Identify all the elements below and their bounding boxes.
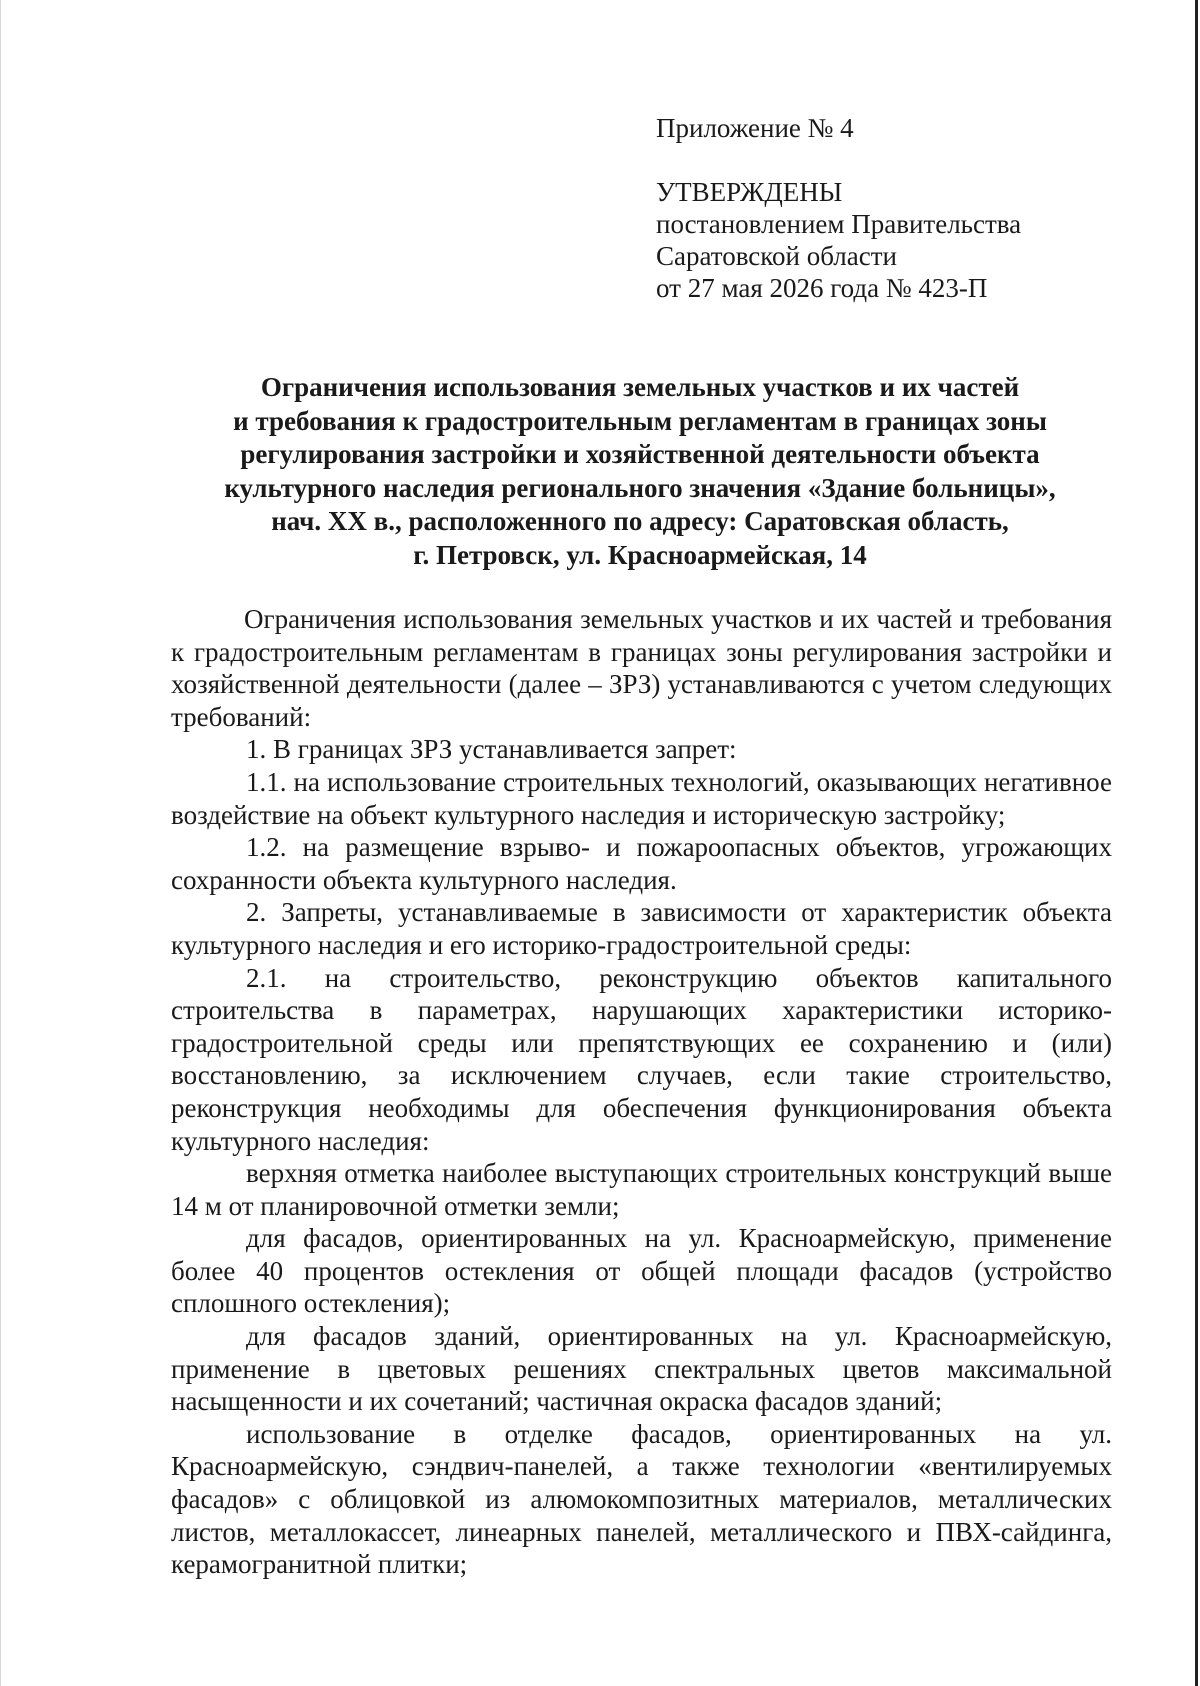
approval-line-2: Саратовской области [656, 241, 897, 271]
approval-line-1: постановлением Правительства [656, 209, 1022, 239]
approved-heading: УТВЕРЖДЕНЫ [656, 177, 843, 207]
body-paragraph-item-2: 2. Запреты, устанавливаемые в зависимости от характеристик объекта культурного наследия и его историко-градостроительной среды: [171, 897, 1112, 960]
body-paragraph-item-1-2: 1.2. на размещение взрыво- и пожароопасных объектов, угрожающих сохранности объекта культурного наследия. [171, 832, 1112, 895]
body-paragraph-item-1-1: 1.1. на использование строительных технологий, оказывающих негативное воздействие на объект культурного наследия и историческую застройку; [171, 766, 1112, 830]
title-line: и требования к градостроительным регламентам в границах зоны [233, 405, 1047, 436]
body-paragraph-colors: для фасадов зданий, ориентированных на ул. Красноармейскую, применение в цветовых решениях спектральных цветов максимальной насыщенности и их сочетаний; частичная окраска фасадов зданий; [171, 1321, 1112, 1417]
title-line: культурного наследия регионального значения «Здание больницы», [224, 472, 1056, 503]
body-paragraph-item-1: 1. В границах ЗРЗ устанавливается запрет: [246, 734, 737, 765]
title-line: г. Петровск, ул. Красноармейская, 14 [413, 539, 867, 570]
title-line: нач. XX в., расположенного по адресу: Саратовская область, [271, 506, 1009, 536]
scan-edge-right [1195, 0, 1198, 1686]
body-paragraph-glazing: для фасадов, ориентированных на ул. Красноармейскую, применение более 40 процентов остекления от общей площади фасадов (устройство сплошного остекления); [171, 1223, 1112, 1319]
title-line: регулирования застройки и хозяйственной деятельности объекта [240, 439, 1040, 469]
approval-line-3: от 27 мая 2026 года № 423-П [656, 273, 988, 303]
document-body [171, 603, 1112, 1581]
body-paragraph-facade-materials: использование в отделке фасадов, ориентированных на ул. Красноармейскую, сэндвич-панелей, а также технологии «вентилируемых фасадов» с облицовкой из алюмокомпозитных материалов, металлических листов, металлокассет, линеарных панелей, металлического и ПВХ-сайдинга, керамогранитной плитки; [171, 1418, 1112, 1580]
body-paragraph-item-2-1: 2.1. на строительство, реконструкцию объектов капитального строительства в параметрах, нарушающих характеристики историко-градостроительной среды или препятствующих ее сохранению и (или) восстановлению, за исключением случаев, если такие строительство, реконструкция необходимы для обеспечения функционирования объекта культурного наследия: [171, 962, 1112, 1156]
scan-edge-left [0, 0, 1, 1686]
document-title [170, 371, 1110, 572]
body-paragraph-height-limit: верхняя отметка наиболее выступающих строительных конструкций выше 14 м от планировочной отметки земли; [171, 1158, 1112, 1221]
approval-block [656, 112, 1021, 304]
body-paragraph-intro: Ограничения использования земельных участков и их частей и требования к градостроительным регламентам в границах зоны регулирования застройки и хозяйственной деятельности (далее – ЗРЗ) устанавливаются с учетом следующих требований: [171, 604, 1112, 732]
title-line: Ограничения использования земельных участков и их частей [260, 372, 1020, 402]
appendix-label: Приложение № 4 [656, 113, 854, 143]
approval-spacer [656, 144, 1021, 176]
